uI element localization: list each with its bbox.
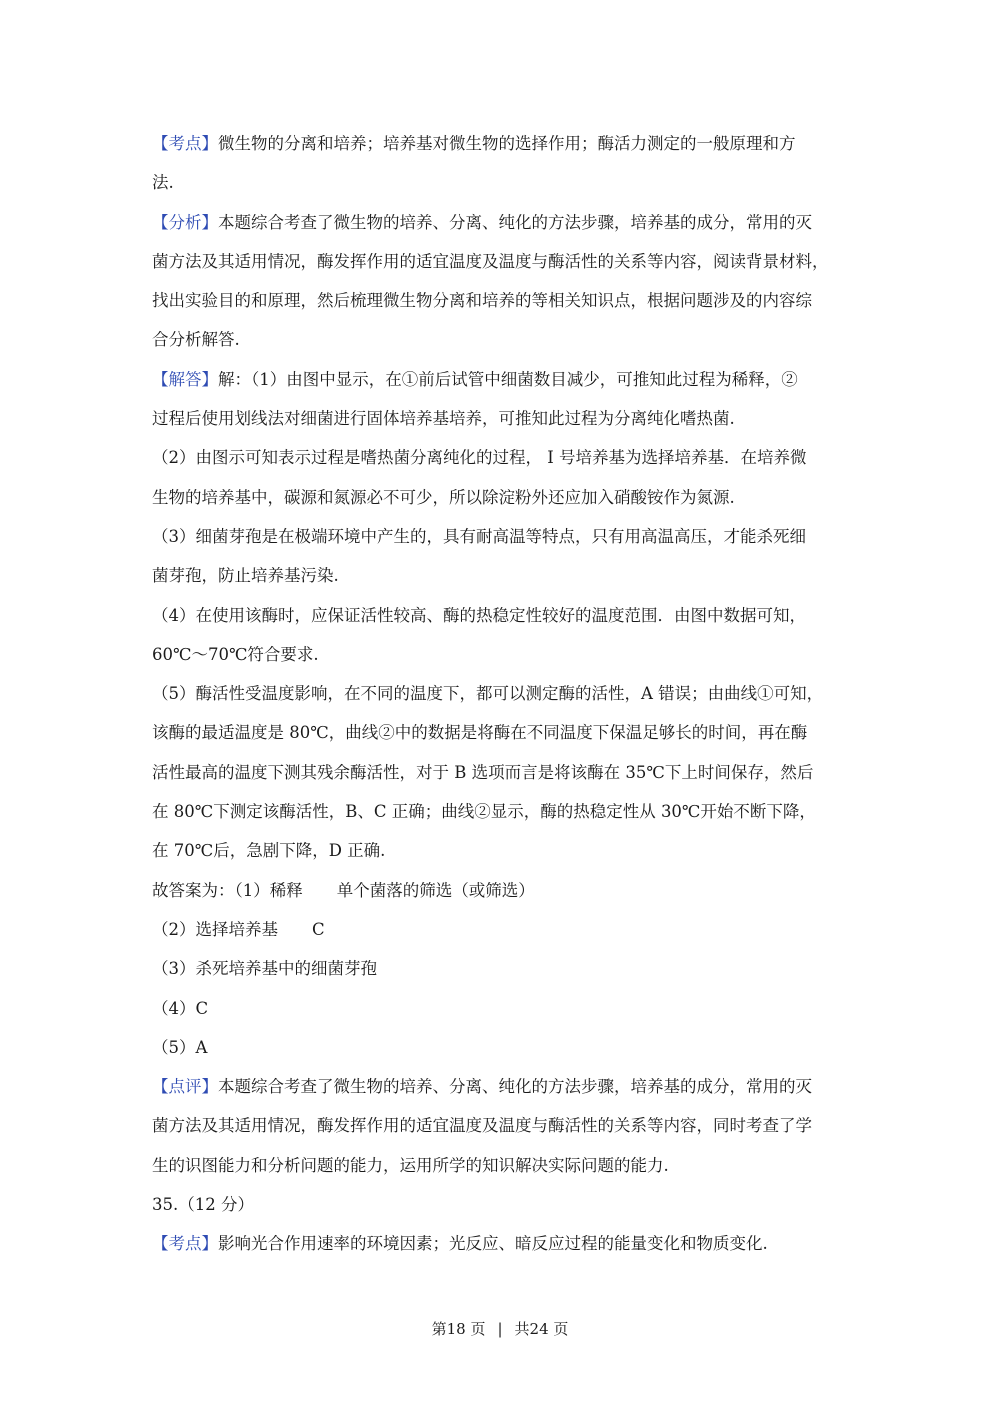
dianping-text: 本题综合考查了微生物的培养、分离、纯化的方法步骤，培养基的成分，常用的灭 <box>218 1077 812 1097</box>
jieda-line-1 <box>152 360 852 399</box>
jieda-p5-line-5: 在 70℃后，急剧下降，D 正确. <box>152 841 386 861</box>
fenxi-text: 本题综合考查了微生物的培养、分离、纯化的方法步骤，培养基的成分，常用的灭 <box>218 212 812 232</box>
jieda-line-2: 过程后使用划线法对细菌进行固体培养基培养，可推知此过程为分离纯化嗜热菌. <box>152 409 735 429</box>
page-content <box>152 124 852 1264</box>
jieda-p5-line-4: 在 80℃下测定该酶活性，B、C 正确；曲线②显示，酶的热稳定性从 30℃开始不断下降， <box>152 802 816 822</box>
fenxi-line-2: 菌方法及其适用情况，酶发挥作用的适宜温度及温度与酶活性的关系等内容，阅读背景材料， <box>152 251 829 271</box>
dianping-line-1 <box>152 1067 852 1106</box>
answer-line-3: （3）杀死培养基中的细菌芽孢 <box>152 959 377 979</box>
answer-line-5: （5）A <box>152 1037 208 1057</box>
jieda-p5-line-3: 活性最高的温度下测其残余酶活性，对于 B 选项而言是将该酶在 35℃下上时间保存，然后 <box>152 762 814 782</box>
kaodian-1-line-1 <box>152 124 852 163</box>
jieda-p3-line-1: （3）细菌芽孢是在极端环境中产生的，具有耐高温等特点，只有用高温高压，才能杀死细 <box>152 526 806 546</box>
answer-2-b: C <box>312 919 325 939</box>
fenxi-line-4: 合分析解答. <box>152 330 240 350</box>
page-number: 第18 页 <box>431 1320 486 1338</box>
answer-2-a: （2）选择培养基 <box>152 919 278 939</box>
fenxi-line-1 <box>152 203 852 242</box>
kaodian-2-tag: 【考点】 <box>152 1234 218 1254</box>
jieda-p3-line-2: 菌芽孢，防止培养基污染. <box>152 566 339 586</box>
jieda-text: 解：（1）由图中显示，在①前后试管中细菌数目减少，可推知此过程为稀释，② <box>218 369 798 389</box>
answer-line-1 <box>152 871 852 910</box>
dianping-line-2: 菌方法及其适用情况，酶发挥作用的适宜温度及温度与酶活性的关系等内容，同时考查了学 <box>152 1116 812 1136</box>
jieda-p5-line-1: （5）酶活性受温度影响，在不同的温度下，都可以测定酶的活性，A 错误；由曲线①可知， <box>152 684 824 704</box>
question-35-label: 35.（12 分） <box>152 1195 254 1215</box>
answer-intro: 故答案为：（1）稀释 <box>152 880 303 900</box>
jieda-p4-line-1: （4）在使用该酶时，应保证活性较高、酶的热稳定性较好的温度范围．由图中数据可知， <box>152 605 806 625</box>
kaodian-text: 微生物的分离和培养；培养基对微生物的选择作用；酶活力测定的一般原理和方 <box>218 134 796 153</box>
page-total: 共24 页 <box>514 1320 569 1338</box>
kaodian-tag: 【考点】 <box>152 134 218 153</box>
kaodian-2-text: 影响光合作用速率的环境因素；光反应、暗反应过程的能量变化和物质变化. <box>218 1234 768 1254</box>
jieda-tag: 【解答】 <box>152 369 218 389</box>
dianping-line-3: 生的识图能力和分析问题的能力，运用所学的知识解决实际问题的能力. <box>152 1155 669 1175</box>
jieda-p5-line-2: 该酶的最适温度是 80℃，曲线②中的数据是将酶在不同温度下保温足够长的时间，再在酶 <box>152 723 808 743</box>
footer-divider: | <box>497 1320 503 1338</box>
page-footer <box>0 1318 1000 1339</box>
fenxi-tag: 【分析】 <box>152 212 218 232</box>
fenxi-line-3: 找出实验目的和原理，然后梳理微生物分离和培养的等相关知识点，根据问题涉及的内容综 <box>152 291 812 311</box>
jieda-p2-line-1: （2）由图示可知表示过程是嗜热菌分离纯化的过程， I 号培养基为选择培养基．在培养微 <box>152 448 807 468</box>
answer-1-b: 单个菌落的筛选（或筛选） <box>336 880 535 900</box>
answer-line-4: （4）C <box>152 998 209 1018</box>
dianping-tag: 【点评】 <box>152 1077 218 1097</box>
answer-line-2 <box>152 910 852 949</box>
jieda-p2-line-2: 生物的培养基中，碳源和氮源必不可少，所以除淀粉外还应加入硝酸铵作为氮源. <box>152 487 735 507</box>
kaodian-2-line-1 <box>152 1224 852 1263</box>
jieda-p4-line-2: 60℃～70℃符合要求. <box>152 644 319 664</box>
kaodian-1-line-2: 法. <box>152 173 174 193</box>
